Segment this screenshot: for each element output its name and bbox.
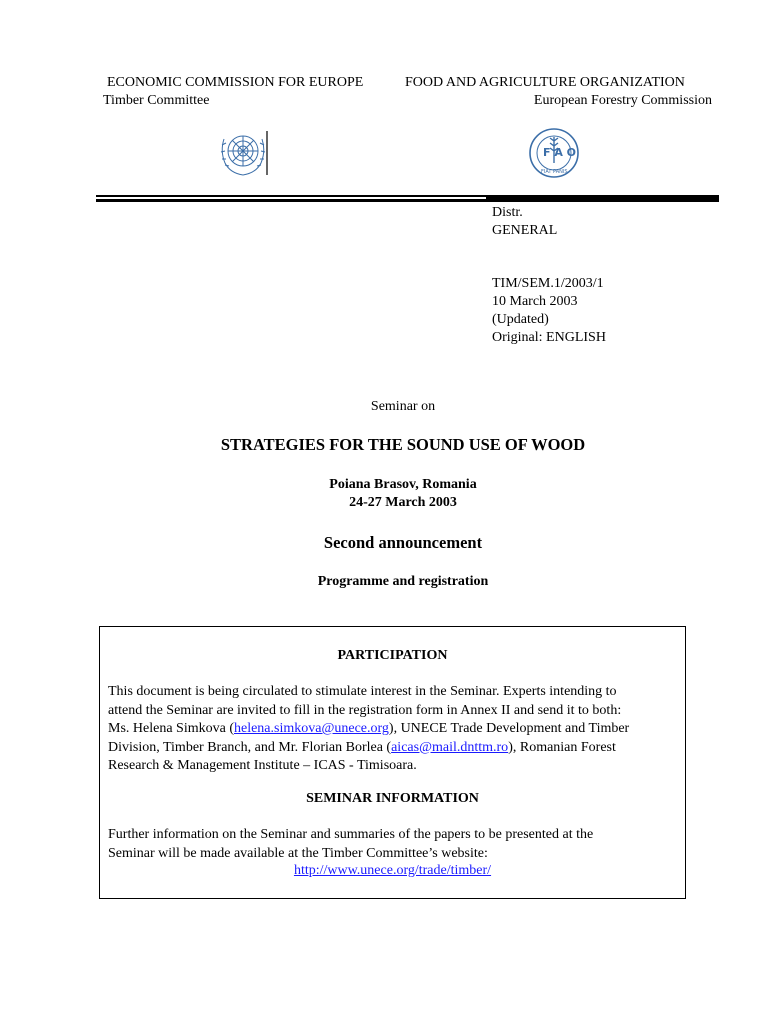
un-emblem-icon	[216, 125, 270, 179]
text-fragment: Division, Timber Branch, and Mr. Florian Borlea (	[108, 739, 392, 755]
participation-text-line: This document is being circulated to stimulate interest in the Seminar. Experts intending to	[108, 684, 617, 699]
header-rule-thick	[486, 195, 719, 202]
participation-text-line: Research & Management Institute – ICAS - Timisoara.	[108, 758, 417, 773]
fao-logo-letters: F A O	[543, 146, 577, 159]
fao-logo-icon	[528, 127, 580, 179]
participation-heading: PARTICIPATION	[337, 648, 448, 663]
seminar-intro: Seminar on	[370, 399, 436, 414]
seminar-info-paragraph	[108, 826, 593, 863]
seminar-place: Poiana Brasov, Romania	[329, 477, 477, 492]
left-org-name: ECONOMIC COMMISSION FOR EUROPE	[107, 75, 364, 90]
document-status: (Updated)	[492, 312, 549, 327]
distr-label: Distr.	[492, 205, 523, 220]
seminar-text-line: Further information on the Seminar and summaries of the papers to be presented at the	[108, 827, 594, 842]
website-link-line	[99, 863, 686, 879]
email-link-borlea[interactable]: aicas@mail.dnttm.ro	[391, 739, 509, 755]
text-fragment: ), UNECE Trade Development and Timber	[388, 721, 630, 736]
participation-text-line	[108, 720, 629, 739]
right-org-name: FOOD AND AGRICULTURE ORGANIZATION	[405, 75, 685, 90]
document-date: 10 March 2003	[492, 294, 578, 309]
email-link-simkova[interactable]: helena.simkova@unece.org	[233, 721, 389, 736]
participation-text-line: attend the Seminar are invited to fill in the registration form in Annex II and send it to both:	[108, 702, 622, 718]
announcement-title: Second announcement	[323, 533, 483, 552]
text-fragment: ), Romanian Forest	[508, 739, 616, 755]
participation-paragraph	[108, 683, 629, 776]
seminar-text-line: Seminar will be made available at the Timber Committee’s website:	[108, 845, 488, 861]
document-info	[492, 204, 606, 347]
page-title: STRATEGIES FOR THE SOUND USE OF WOOD	[220, 435, 586, 454]
right-org-subtitle: European Forestry Commission	[533, 93, 712, 108]
seminar-info-heading: SEMINAR INFORMATION	[306, 791, 479, 806]
seminar-dates: 24-27 March 2003	[349, 495, 457, 510]
participation-text-line	[108, 739, 629, 758]
document-symbol: TIM/SEM.1/2003/1	[492, 276, 604, 291]
announcement-subtitle: Programme and registration	[317, 574, 489, 589]
text-fragment: Ms. Helena Simkova (	[108, 721, 234, 736]
distr-value: GENERAL	[492, 223, 558, 238]
fao-motto: FIAT PANIS	[541, 169, 568, 175]
left-org-subtitle: Timber Committee	[103, 93, 210, 108]
website-link[interactable]: http://www.unece.org/trade/timber/	[293, 863, 492, 878]
document-original-language: Original: ENGLISH	[492, 330, 606, 345]
